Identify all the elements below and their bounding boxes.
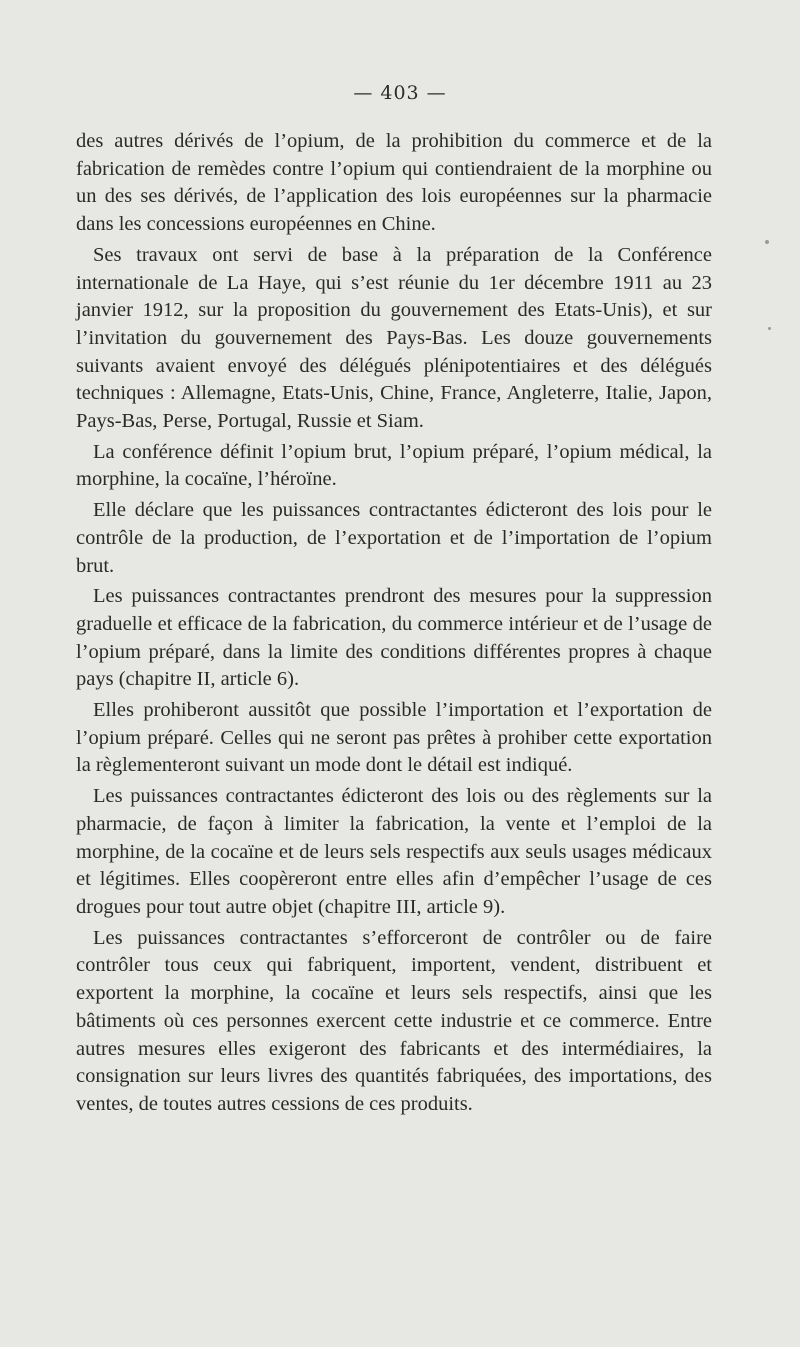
body-text (76, 128, 712, 1119)
paragraph-3: La conférence définit l’opium brut, l’opium préparé, l’opium médical, la morphine, la cocaïne, l’héroïne. (76, 440, 712, 491)
paragraph-4: Elle déclare que les puissances contractantes édicteront des lois pour le contrôle de la production, de l’exportation et de l’importation de l’opium brut. (76, 499, 712, 577)
paper-speck (765, 240, 769, 244)
paragraph-8: Les puissances contractantes s’efforceront de contrôler ou de faire contrôler tous ceux qui fabriquent, importent, vendent, distribuent et exportent la morphine, la cocaïne et leurs sels respectifs, ainsi que les bâtiments où ces personnes exercent cette industrie et ce commerce. Entre autres mesures elles exigeront des fabricants et des intermédiaires, la consignation sur leurs livres des quantités fabriquées, des importations, des ventes, de toutes autres cessions de ces produits. (76, 926, 712, 1115)
paper-speck (768, 327, 771, 330)
paragraph-2: Ses travaux ont servi de base à la préparation de la Conférence internationale de La Haye, qui s’est réunie du 1er décembre 1911 au 23 janvier 1912, sur la proposition du gouvernement des Etats-Unis), et sur l’invitation du gouvernement des Pays-Bas. Les douze gouvernements suivants avaient envoyé des délégués plénipotentiaires et des délégués techniques : Allemagne, Etats-Unis, Chine, France, Angleterre, Italie, Japon, Pays-Bas, Perse, Portugal, Russie et Siam. (76, 243, 712, 433)
paragraph-5: Les puissances contractantes prendront des mesures pour la suppression graduelle et efficace de la fabrication, du commerce intérieur et de l’usage de l’opium préparé, dans la limite des conditions différentes propres à chaque pays (chapitre II, article 6). (76, 585, 712, 691)
paragraph-6: Elles prohiberont aussitôt que possible l’importation et l’exportation de l’opium préparé. Celles qui ne seront pas prêtes à prohiber cette exportation la règlementeront suivant un mode dont le détail est indiqué. (76, 699, 712, 777)
page-number: — 403 — (353, 82, 447, 104)
paragraph-1: des autres dérivés de l’opium, de la prohibition du commerce et de la fabrication de remèdes contre l’opium qui contiendraient de la morphine ou un des ses dérivés, de l’application des lois européennes sur la pharmacie dans les concessions européennes en Chine. (76, 130, 712, 236)
paragraph-7: Les puissances contractantes édicteront des lois ou des règlements sur la pharmacie, de façon à limiter la fabrication, la vente et l’emploi de la morphine, de la cocaïne et de leurs sels respectifs aux seuls usages médicaux et légitimes. Elles coopèreront entre elles afin d’empêcher l’usage de ces drogues pour tout autre objet (chapitre III, article 9). (76, 785, 712, 918)
